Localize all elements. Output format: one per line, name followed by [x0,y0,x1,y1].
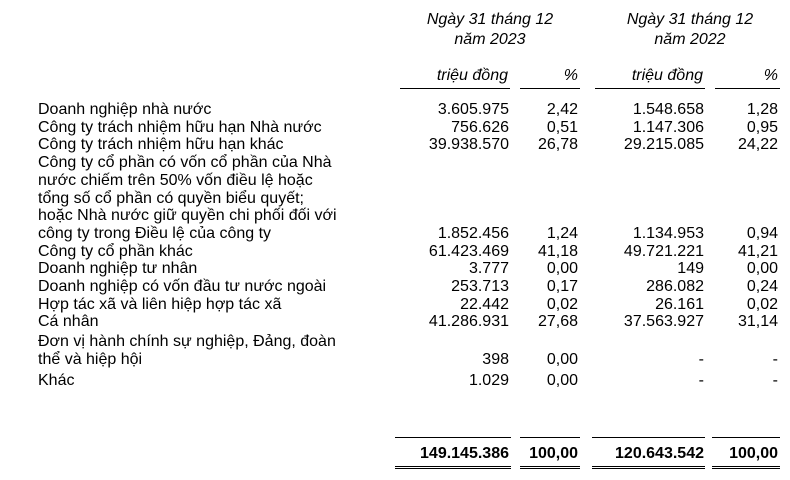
table-row [0,136,790,154]
row-pct-2022: 0,00 [746,260,778,278]
table-row [0,278,790,296]
total-amount-2023: 149.145.386 [420,445,509,462]
row-amount-2022: 1.147.306 [632,118,704,136]
total-top-rule [712,437,780,438]
row-label: Doanh nghiệp có vốn đầu tư nước ngoài [38,278,327,296]
column-header-2023-year: năm 2023 [454,31,526,48]
total-top-rule [592,437,705,438]
row-label: Công ty cổ phần khác [38,242,193,260]
row-amount-2023: 3.605.975 [437,101,509,118]
column-header-2023-date: Ngày 31 tháng 12 [426,11,554,28]
unit-pct-2023: % [563,67,578,84]
table-body [0,101,790,389]
unit-underline [595,88,705,89]
row-pct-2022: 0,94 [746,224,778,242]
total-double-rule [712,466,780,469]
row-pct-2023: 27,68 [537,313,578,331]
row-pct-2023: 2,42 [546,101,578,118]
row-amount-2022: 26.161 [655,295,704,313]
column-header-2022 [590,10,790,50]
table-row [0,333,790,368]
total-top-rule [395,437,511,438]
row-amount-2022: 29.215.085 [623,136,704,154]
row-amount-2022: 49.721.221 [623,242,704,260]
row-pct-2023: 0,02 [546,295,578,313]
unit-amount-2023: triệu đồng [436,67,508,84]
row-pct-2022: - [772,371,778,389]
unit-pct-2022: % [763,67,778,84]
row-amount-2022: 1.548.658 [632,101,704,118]
row-pct-2023: 0,00 [546,350,578,368]
row-amount-2022: 286.082 [646,278,704,296]
row-amount-2023: 22.442 [460,295,509,313]
row-amount-2023: 61.423.469 [428,242,509,260]
row-label: Cá nhân [38,313,99,331]
column-header-2022-year: năm 2022 [654,31,726,48]
row-label: Hợp tác xã và liên hiệp hợp tác xã [38,295,282,313]
row-label: Doanh nghiệp nhà nước [38,101,212,118]
row-pct-2022: 41,21 [737,242,778,260]
row-pct-2022: 1,28 [746,101,778,118]
row-label: Công ty trách nhiệm hữu hạn khác [38,136,284,154]
row-amount-2022: 149 [677,260,704,278]
row-amount-2023: 1.029 [468,371,509,389]
row-pct-2022: 24,22 [737,136,778,154]
row-amount-2022: 1.134.953 [632,224,704,242]
row-pct-2023: 0,51 [546,118,578,136]
total-pct-2023: 100,00 [529,445,578,462]
row-pct-2022: 0,24 [746,278,778,296]
row-amount-2022: - [698,350,704,368]
row-amount-2022: 37.563.927 [623,313,704,331]
column-header-2022-date: Ngày 31 tháng 12 [626,11,754,28]
row-amount-2022: - [698,371,704,389]
row-amount-2023: 253.713 [451,278,509,296]
total-double-rule [395,466,511,469]
row-amount-2023: 3.777 [468,260,509,278]
row-label: Đơn vị hành chính sự nghiệp, Đảng, đoàn thể và hiệp hội [38,333,336,368]
total-pct-2022: 100,00 [729,445,778,462]
row-pct-2022: - [772,350,778,368]
table-row [0,119,790,137]
row-amount-2023: 756.626 [451,118,509,136]
total-top-rule [520,437,580,438]
row-label: Doanh nghiệp tư nhân [38,260,198,278]
row-pct-2023: 0,17 [546,278,578,296]
row-amount-2023: 41.286.931 [428,313,509,331]
row-pct-2022: 0,02 [746,295,778,313]
row-label: Công ty trách nhiệm hữu hạn Nhà nước [38,118,322,136]
row-label: Khác [38,371,75,389]
total-double-rule [520,466,580,469]
column-header-2023 [395,10,585,50]
row-pct-2022: 31,14 [737,313,778,331]
table-row [0,372,790,390]
row-amount-2023: 39.938.570 [428,136,509,154]
row-pct-2023: 0,00 [546,371,578,389]
row-pct-2023: 26,78 [537,136,578,154]
table-row [0,313,790,331]
unit-underline [400,88,510,89]
total-double-rule [592,466,705,469]
unit-underline [715,88,780,89]
unit-underline [520,88,580,89]
row-pct-2023: 1,24 [546,224,578,242]
unit-amount-2022: triệu đồng [631,67,703,84]
row-label: Công ty cổ phần có vốn cổ phần của Nhà nước chiếm trên 50% vốn điều lệ hoặc tổng số cổ phần có quyền biểu quyết; hoặc Nhà nước giữ quyền chi phối đối với công ty trong Điều lệ của công ty [38,154,337,242]
table-row [0,101,790,119]
row-amount-2023: 398 [482,350,509,368]
row-pct-2022: 0,95 [746,118,778,136]
table-row [0,260,790,278]
row-amount-2023: 1.852.456 [437,224,509,242]
total-amount-2022: 120.643.542 [615,445,704,462]
table-row [0,296,790,314]
table-row [0,154,790,243]
table-row [0,243,790,261]
row-pct-2023: 0,00 [546,260,578,278]
row-pct-2023: 41,18 [537,242,578,260]
